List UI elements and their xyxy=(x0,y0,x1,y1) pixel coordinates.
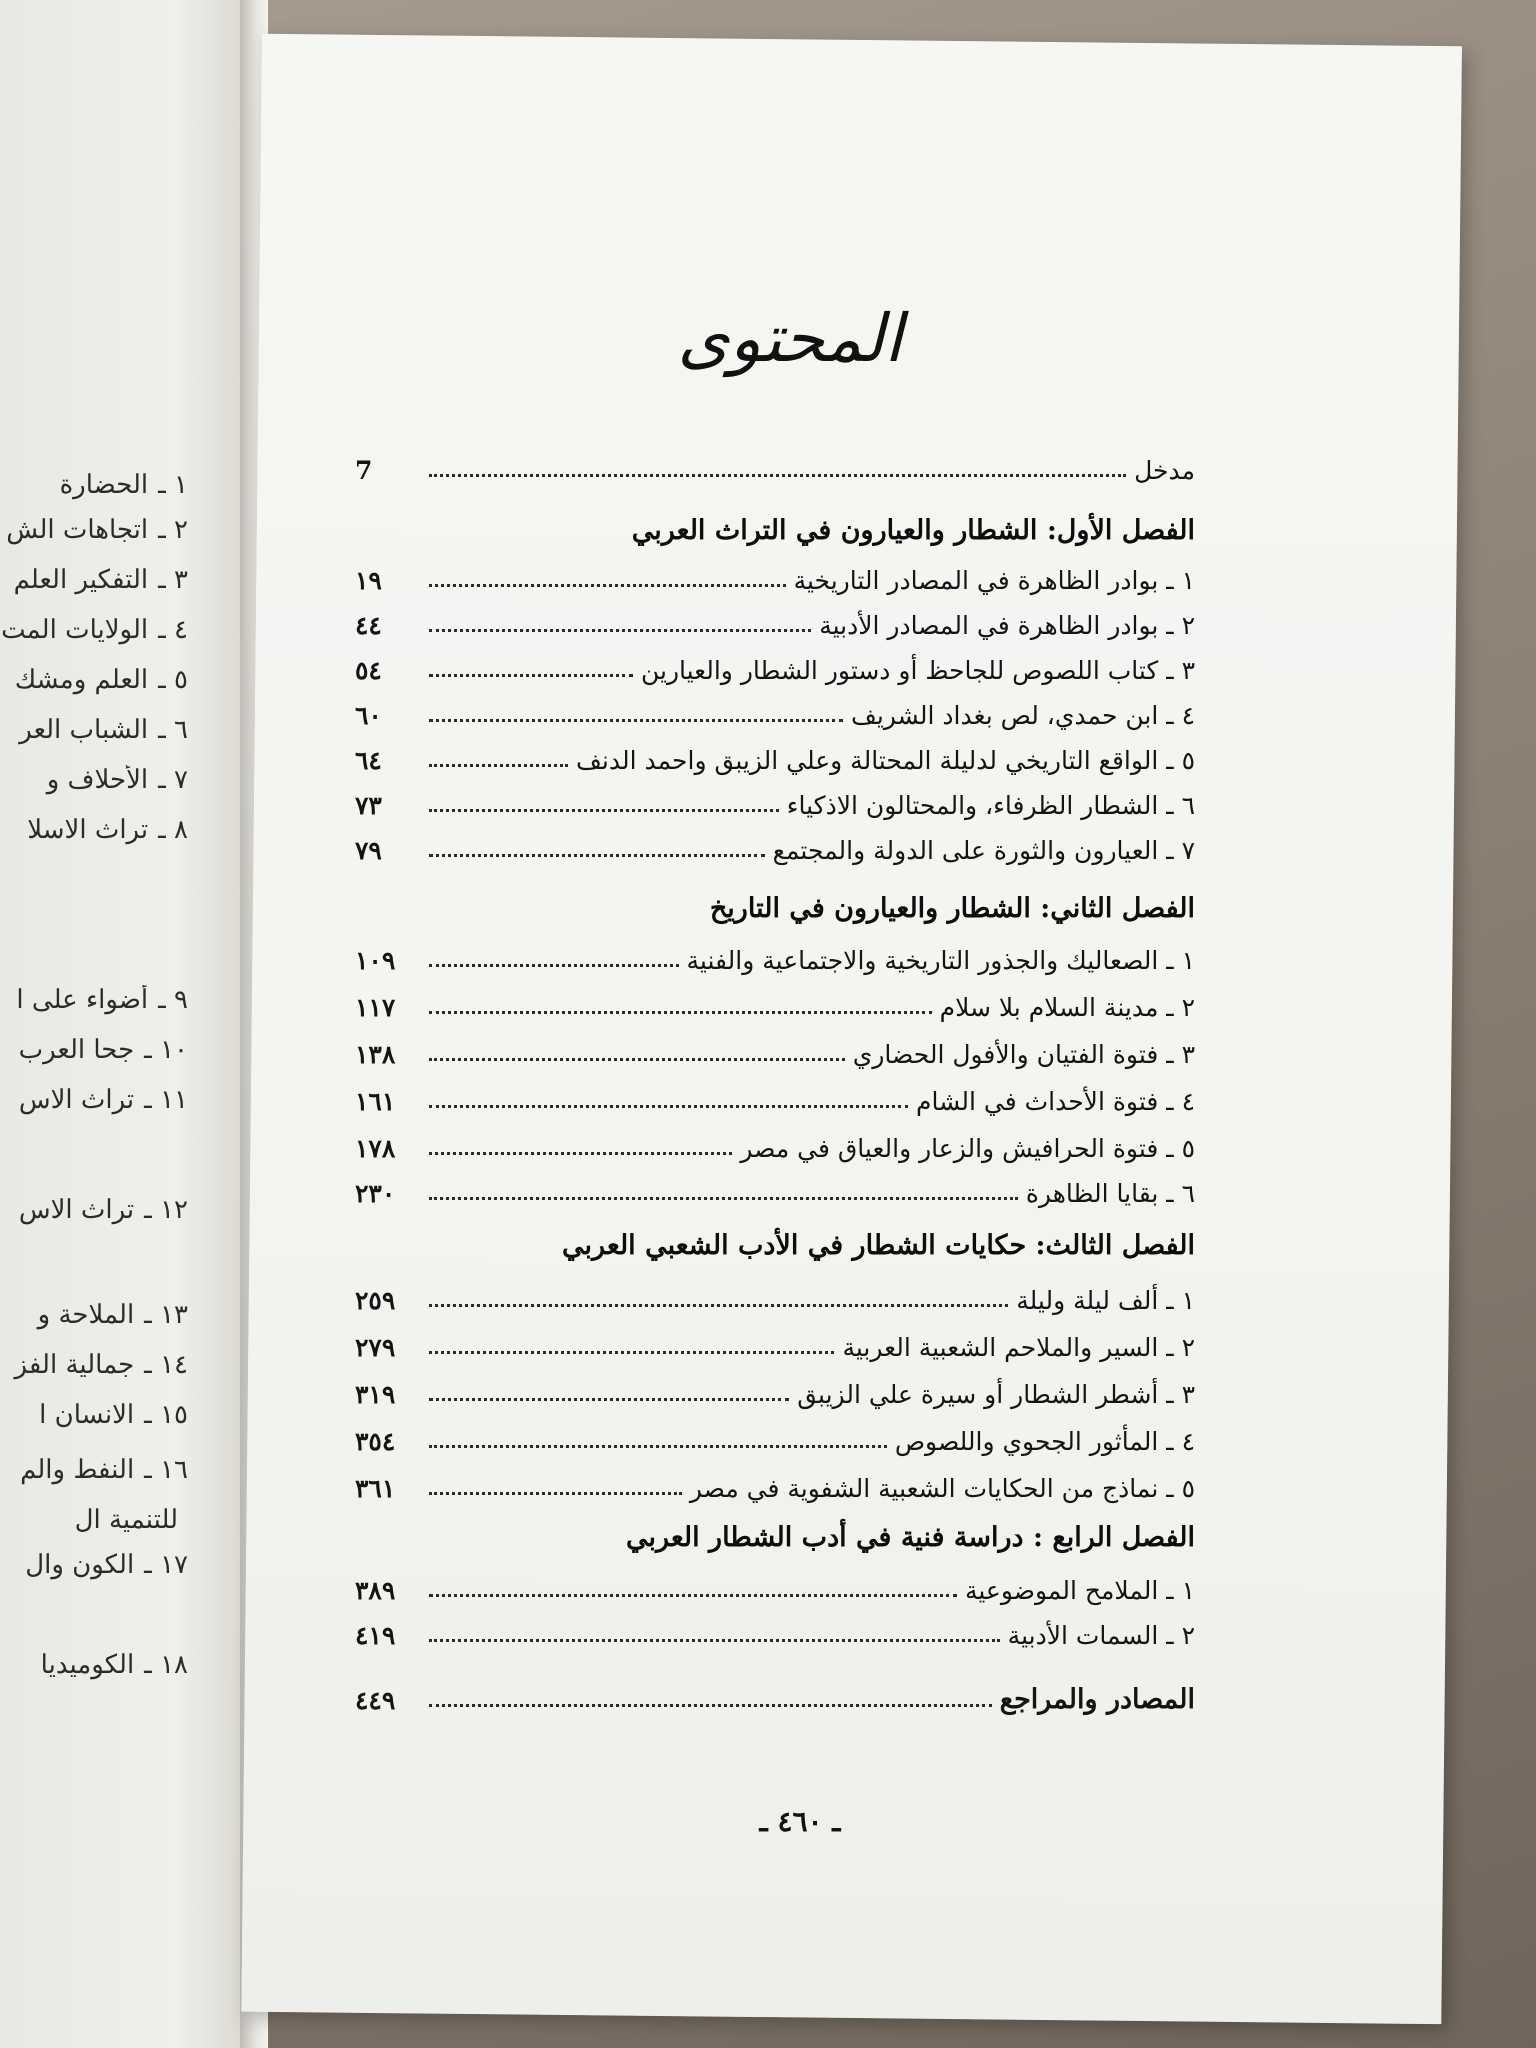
toc-entry xyxy=(355,1610,1195,1650)
dot-leader xyxy=(429,854,765,857)
toc-entry-label: ٤ ـ المأثور الجحوي واللصوص xyxy=(894,1427,1195,1456)
left-page-item: ٧ ـالأحلاف و xyxy=(46,765,188,795)
dot-leader xyxy=(429,1197,1018,1200)
left-page-item: ١٧ ـالكون وال xyxy=(25,1550,188,1580)
dot-leader xyxy=(429,1492,682,1495)
dot-leader xyxy=(429,809,779,812)
toc-entry-page: ١٠٩ xyxy=(355,946,396,975)
dot-leader xyxy=(429,964,679,967)
toc-entry xyxy=(355,1168,1195,1208)
toc-entry-page: ٣١٩ xyxy=(355,1380,396,1409)
toc-entry xyxy=(355,645,1195,685)
dot-leader xyxy=(429,1105,908,1108)
toc-entry-label: ١ ـ ألف ليلة وليلة xyxy=(1016,1286,1195,1315)
page-title: المحتوى xyxy=(677,300,903,377)
toc-entry-label: ٣ ـ فتوة الفتيان والأفول الحضاري xyxy=(852,1040,1195,1069)
toc-entry-page: ٢٣٠ xyxy=(355,1179,396,1208)
toc-entry-label: ٧ ـ العيارون والثورة على الدولة والمجتمع xyxy=(772,836,1195,865)
dot-leader xyxy=(429,1639,1000,1642)
toc-entry-page: ١١٧ xyxy=(355,993,396,1022)
toc-entry-label: ٥ ـ نماذج من الحكايات الشعبية الشفوية في مصر xyxy=(689,1474,1195,1503)
dot-leader xyxy=(429,474,1126,477)
toc-entry xyxy=(355,555,1195,595)
toc-entry-page: 7 xyxy=(355,456,373,485)
left-page-item: ٤ ـالولايات المت xyxy=(1,615,188,645)
dot-leader xyxy=(429,629,811,632)
toc-entry xyxy=(355,1275,1195,1315)
toc-entry-page: ٤١٩ xyxy=(355,1621,396,1650)
toc-entry-page: ٦٠ xyxy=(355,701,382,730)
dot-leader xyxy=(429,1445,887,1448)
page-number: ـ ٤٦٠ ـ xyxy=(759,1805,841,1838)
left-page-item: ١٨ ـالكوميديا xyxy=(40,1650,188,1680)
toc-entry xyxy=(355,690,1195,730)
toc-entry xyxy=(355,1369,1195,1409)
toc-entry-page: ٤٤٩ xyxy=(355,1686,396,1715)
dot-leader xyxy=(429,1058,845,1061)
toc-entry-sources xyxy=(355,1675,1195,1715)
toc-entry-label: ٢ ـ مدينة السلام بلا سلام xyxy=(939,993,1195,1022)
toc-entry xyxy=(355,600,1195,640)
toc-entry xyxy=(355,1416,1195,1456)
dot-leader xyxy=(429,719,843,722)
toc-entry-label: ١ ـ بوادر الظاهرة في المصادر التاريخية xyxy=(793,566,1195,595)
toc-entry-page: ١٣٨ xyxy=(355,1040,396,1069)
toc-entry-label: ٢ ـ السير والملاحم الشعبية العربية xyxy=(842,1333,1195,1362)
toc-entry-label: ١ ـ الصعاليك والجذور التاريخية والاجتماعية والفنية xyxy=(686,946,1195,975)
dot-leader xyxy=(429,1704,992,1707)
chapter-heading: الفصل الثالث: حكايات الشطار في الأدب الشعبي العربي xyxy=(562,1230,1195,1261)
toc-entry-label: ٢ ـ بوادر الظاهرة في المصادر الأدبية xyxy=(819,611,1195,640)
toc-entry-page: ٢٥٩ xyxy=(355,1286,396,1315)
toc-entry xyxy=(355,780,1195,820)
dot-leader xyxy=(429,1398,789,1401)
dot-leader xyxy=(429,764,568,767)
toc-entry-page: ١٩ xyxy=(355,566,382,595)
dot-leader xyxy=(429,1351,834,1354)
dot-leader xyxy=(429,1304,1008,1307)
left-page-item: ٩ ـأضواء على ا xyxy=(16,985,188,1015)
toc-entry-page: ١٧٨ xyxy=(355,1134,396,1163)
toc-entry-label: ٦ ـ الشطار الظرفاء، والمحتالون الاذكياء xyxy=(786,791,1195,820)
chapter-heading: الفصل الثاني: الشطار والعيارون في التاريخ xyxy=(709,893,1195,924)
left-page-item: ١٥ ـالانسان ا xyxy=(39,1400,188,1430)
toc-entry-label: مدخل xyxy=(1134,456,1195,485)
left-page-item: ٣ ـالتفكير العلم xyxy=(13,565,188,595)
toc-entry-label: ٥ ـ الواقع التاريخي لدليلة المحتالة وعلي الزيبق واحمد الدنف xyxy=(576,746,1195,775)
toc-entry-page: ١٦١ xyxy=(355,1087,396,1116)
dot-leader xyxy=(429,1152,732,1155)
left-page-item: ٢ ـاتجاهات الش xyxy=(6,515,188,545)
toc-entry xyxy=(355,982,1195,1022)
toc-entry xyxy=(355,1076,1195,1116)
left-page-item: ٨ ـتراث الاسلا xyxy=(27,815,188,845)
left-page-item: ١٢ ـتراث الاس xyxy=(18,1195,188,1225)
left-page-item: للتنمية ال xyxy=(74,1505,178,1535)
toc-entry xyxy=(355,1463,1195,1503)
toc-entry xyxy=(355,1322,1195,1362)
left-page-item: ١٠ ـجحا العرب xyxy=(18,1035,188,1065)
toc-entry-page: ٤٤ xyxy=(355,611,382,640)
dot-leader xyxy=(429,1594,957,1597)
toc-entry-page: ٣٦١ xyxy=(355,1474,396,1503)
left-page-item: ١ ـالحضارة xyxy=(59,470,188,500)
toc-entry xyxy=(355,1565,1195,1605)
toc-entry-page: ٦٤ xyxy=(355,746,382,775)
toc-entry xyxy=(355,935,1195,975)
toc-entry xyxy=(355,1029,1195,1069)
chapter-heading: الفصل الرابع : دراسة فنية في أدب الشطار العربي xyxy=(625,1522,1195,1553)
toc-entry xyxy=(355,735,1195,775)
toc-entry xyxy=(355,825,1195,865)
toc-entry-label: ٣ ـ أشطر الشطار أو سيرة علي الزيبق xyxy=(797,1380,1195,1409)
dot-leader xyxy=(429,1011,932,1014)
left-page-item: ١٦ ـالنفط والم xyxy=(20,1455,188,1485)
left-page-item: ٥ ـالعلم ومشك xyxy=(14,665,188,695)
toc-entry-label: ٥ ـ فتوة الحرافيش والزعار والعياق في مصر xyxy=(740,1134,1195,1163)
left-page-item: ٦ ـالشباب العر xyxy=(19,715,188,745)
toc-entry-label: ٤ ـ فتوة الأحداث في الشام xyxy=(915,1087,1195,1116)
toc-entry-label: ٦ ـ بقايا الظاهرة xyxy=(1025,1179,1195,1208)
toc-entry-page: ٧٩ xyxy=(355,836,382,865)
toc-entry-label: المصادر والمراجع xyxy=(999,1684,1195,1715)
toc-entry xyxy=(355,1123,1195,1163)
toc-entry-page: ٧٣ xyxy=(355,791,382,820)
left-page-item: ١٣ ـالملاحة و xyxy=(37,1300,188,1330)
toc-entry-label: ٢ ـ السمات الأدبية xyxy=(1007,1621,1195,1650)
toc-entry-page: ٢٧٩ xyxy=(355,1333,396,1362)
toc-entry-label: ١ ـ الملامح الموضوعية xyxy=(964,1576,1195,1605)
toc-entry-page: ٣٨٩ xyxy=(355,1576,396,1605)
toc-entry-page: ٥٤ xyxy=(355,656,382,685)
chapter-heading: الفصل الأول: الشطار والعيارون في التراث العربي xyxy=(631,515,1195,546)
dot-leader xyxy=(429,584,786,587)
dot-leader xyxy=(429,674,633,677)
toc-entry-label: ٣ ـ كتاب اللصوص للجاحظ أو دستور الشطار والعيارين xyxy=(640,656,1195,685)
left-page-item: ١١ ـتراث الاس xyxy=(18,1085,188,1115)
toc-entry-label: ٤ ـ ابن حمدي، لص بغداد الشريف xyxy=(850,701,1195,730)
left-page xyxy=(0,0,252,2048)
toc-entry-intro xyxy=(355,445,1195,485)
toc-entry-page: ٣٥٤ xyxy=(355,1427,396,1456)
left-page-item: ١٤ ـجمالية الفز xyxy=(14,1350,188,1380)
